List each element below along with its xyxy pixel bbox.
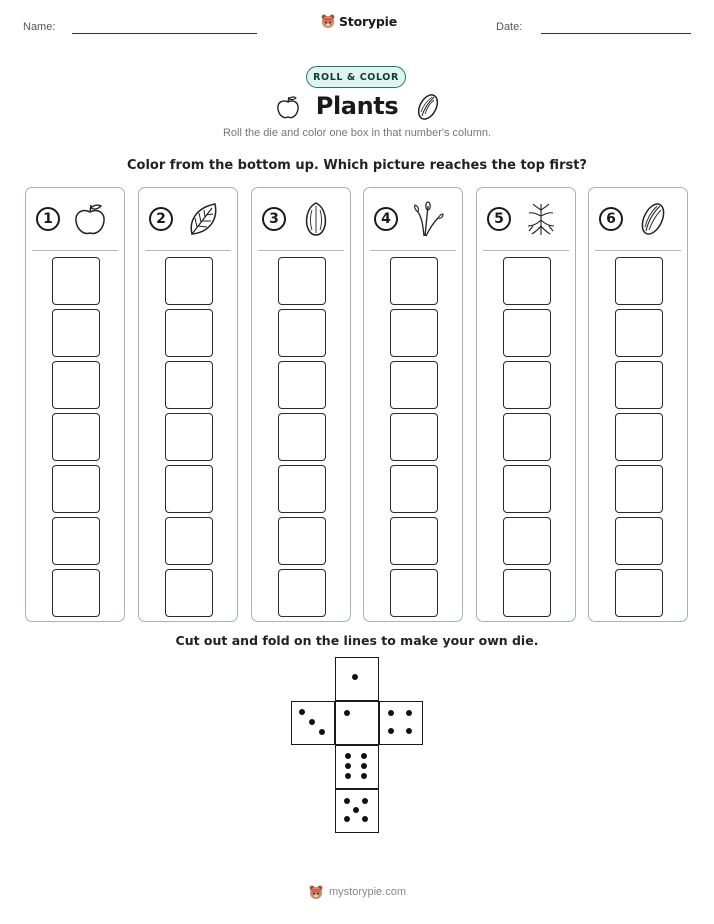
die-pip (362, 798, 368, 804)
column-3 (251, 187, 351, 622)
footer (308, 884, 406, 900)
page-subtitle: Roll the die and color one box in that number's column. (222, 127, 492, 139)
column-2 (138, 187, 238, 622)
color-box[interactable] (165, 517, 213, 565)
date-label: Date: (496, 21, 523, 33)
seed-icon (298, 200, 334, 238)
die-pip (388, 710, 394, 716)
color-box[interactable] (503, 517, 551, 565)
column-number: 6 (599, 207, 623, 231)
color-box[interactable] (503, 257, 551, 305)
leaf-icon (185, 200, 221, 238)
column-divider (595, 250, 681, 251)
die-pip (406, 728, 412, 734)
column-6 (588, 187, 688, 622)
color-box[interactable] (390, 413, 438, 461)
brand-name: Storypie (339, 13, 397, 29)
color-box[interactable] (52, 361, 100, 409)
color-box[interactable] (615, 569, 663, 617)
die-face-one (335, 701, 379, 745)
die-face-three (291, 701, 335, 745)
die-pip (353, 807, 359, 813)
column-5 (476, 187, 576, 622)
die-face-four (379, 701, 423, 745)
color-box[interactable] (503, 413, 551, 461)
die-pip (344, 710, 350, 716)
date-field[interactable] (541, 33, 691, 34)
color-box[interactable] (615, 361, 663, 409)
die-pip (352, 674, 358, 680)
die-pip (319, 729, 325, 735)
die-pip (309, 719, 315, 725)
color-box[interactable] (52, 465, 100, 513)
die-pip (361, 773, 367, 779)
column-1 (25, 187, 125, 622)
die-pip (388, 728, 394, 734)
footer-url[interactable]: mystorypie.com (329, 886, 407, 898)
die-face-six (335, 745, 379, 789)
column-number: 1 (36, 207, 60, 231)
column-4 (363, 187, 463, 622)
color-box[interactable] (615, 465, 663, 513)
column-divider (145, 250, 231, 251)
color-box[interactable] (278, 517, 326, 565)
sprout-icon (410, 200, 446, 238)
color-box[interactable] (52, 517, 100, 565)
color-box[interactable] (52, 309, 100, 357)
die-pip (361, 753, 367, 759)
die-pip (406, 710, 412, 716)
color-box[interactable] (278, 413, 326, 461)
die-pip (345, 763, 351, 769)
die-pip (344, 816, 350, 822)
color-box[interactable] (615, 413, 663, 461)
color-box[interactable] (165, 465, 213, 513)
name-label: Name: (23, 21, 56, 33)
storypie-mascot-icon (308, 884, 324, 900)
color-box[interactable] (165, 309, 213, 357)
color-box[interactable] (278, 309, 326, 357)
color-box[interactable] (52, 413, 100, 461)
column-number: 5 (487, 207, 511, 231)
die-pip (361, 763, 367, 769)
brand-logo (320, 13, 397, 29)
column-number: 3 (262, 207, 286, 231)
color-box[interactable] (52, 257, 100, 305)
color-box[interactable] (503, 569, 551, 617)
instruction-text: Color from the bottom up. Which picture reaches the top first? (127, 158, 587, 173)
color-box[interactable] (278, 569, 326, 617)
color-box[interactable] (278, 257, 326, 305)
die-face-one (335, 657, 379, 701)
color-box[interactable] (278, 361, 326, 409)
column-divider (32, 250, 118, 251)
column-divider (370, 250, 456, 251)
column-number: 4 (374, 207, 398, 231)
color-box[interactable] (165, 413, 213, 461)
color-box[interactable] (165, 257, 213, 305)
die-face-five (335, 789, 379, 833)
page-title: Plants (315, 92, 399, 120)
color-box[interactable] (503, 309, 551, 357)
die-instruction: Cut out and fold on the lines to make your own die. (175, 633, 539, 648)
seed-icon (414, 92, 442, 122)
die-pip (345, 753, 351, 759)
apple-icon (72, 200, 108, 238)
die-pip (345, 773, 351, 779)
name-field[interactable] (72, 33, 257, 34)
roll-and-color-badge: ROLL & COLOR (306, 66, 406, 88)
color-box[interactable] (503, 465, 551, 513)
die-pip (299, 709, 305, 715)
color-box[interactable] (390, 361, 438, 409)
color-box[interactable] (390, 309, 438, 357)
color-box[interactable] (615, 257, 663, 305)
die-pip (344, 798, 350, 804)
color-box[interactable] (52, 569, 100, 617)
color-box[interactable] (165, 361, 213, 409)
color-box[interactable] (390, 517, 438, 565)
roots-icon (523, 200, 559, 238)
color-box[interactable] (615, 517, 663, 565)
color-box[interactable] (615, 309, 663, 357)
color-box[interactable] (390, 569, 438, 617)
column-number: 2 (149, 207, 173, 231)
color-box[interactable] (165, 569, 213, 617)
column-divider (258, 250, 344, 251)
color-box[interactable] (390, 257, 438, 305)
seed-icon (635, 200, 671, 238)
color-box[interactable] (390, 465, 438, 513)
column-divider (483, 250, 569, 251)
color-box[interactable] (503, 361, 551, 409)
die-pip (362, 816, 368, 822)
color-box[interactable] (278, 465, 326, 513)
storypie-mascot-icon (320, 13, 336, 29)
